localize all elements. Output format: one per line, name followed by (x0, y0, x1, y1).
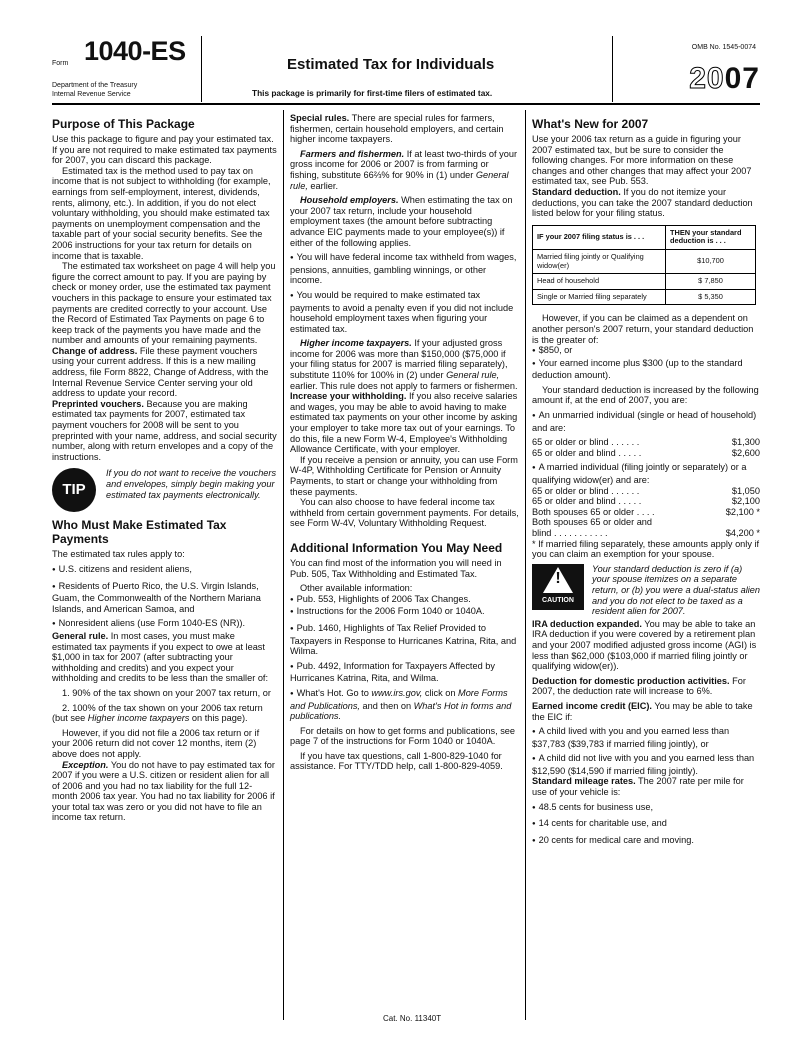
purpose-heading: Purpose of This Package (52, 117, 195, 131)
mileage-label: Standard mileage rates. (532, 776, 636, 787)
form-label: Form (52, 60, 69, 67)
page-title: Estimated Tax for Individuals (287, 56, 495, 73)
increase-label: Increase your withholding. (290, 391, 407, 402)
row-label: Both spouses 65 or older (532, 506, 635, 517)
higher-label: Higher income taxpayers. (300, 338, 412, 349)
page-subtitle: This package is primarily for first-time filers of estimated tax. (252, 88, 493, 98)
increase-text: If you also receive salaries and wages, you may be able to avoid having to make estimated tax payments on your other income by asking your employer to take more tax out of your earnings. To do this, file a new Form W-4, Employee's Withholding Allowance Certificate, with your employer. (290, 391, 518, 455)
addl-p3: For details on how to get forms and publications, see page 7 of the instructions for Form 1040 or 1040A. (290, 725, 516, 747)
additional-heading: Additional Information You May Need (290, 540, 503, 555)
std-label: Standard deduction. (532, 186, 621, 197)
table-cell: Head of household (533, 274, 666, 290)
caution-box (532, 564, 760, 617)
amount-label (532, 496, 641, 507)
table-row (533, 274, 756, 290)
table-header-row (533, 225, 756, 249)
standard-deduction-table (532, 225, 756, 306)
dependent-text: However, if you can be claimed as a dependent on another person's 2007 return, your standard deduction is the greater of: (532, 313, 754, 345)
household-bullet: ● You would be required to make estimated tax payments to avoid a penalty even if you did not include household employment taxes when figuring your estimated tax. (290, 290, 520, 334)
table-header: THEN your standard deduction is . . . (666, 225, 756, 249)
row-label: Both spouses 65 or older and (532, 517, 653, 528)
row-label: 65 or older or blind (532, 437, 609, 448)
leader-dots: . . . . . . (611, 485, 640, 496)
table-cell: Single or Married filing separately (533, 289, 666, 305)
amount-row (532, 448, 760, 459)
whats-hot-bullet (290, 688, 520, 722)
who-bullet: ● Residents of Puerto Rico, the U.S. Virgin Islands, Guam, the Commonwealth of the Northern Mariana Islands, and American Samoa, and (52, 581, 277, 615)
higher-text-end: earlier. This rule does not apply to farmers or fishermen. (290, 380, 518, 391)
table-cell: $10,700 (666, 249, 756, 273)
amount-label (532, 437, 639, 448)
amount-value: $1,300 (731, 437, 760, 448)
eic (532, 701, 760, 722)
row-label: 65 or older and blind (532, 447, 616, 458)
change-address (52, 346, 277, 399)
header-rule (52, 103, 760, 105)
farmers (290, 149, 520, 191)
farmers-label: Farmers and fishermen. (300, 148, 405, 159)
amount-label (532, 507, 655, 518)
general-label: General rule. (52, 630, 109, 641)
table-row (533, 249, 756, 273)
addl-bullet: ● Instructions for the 2006 Form 1040 or 1040A. (290, 606, 520, 619)
addl-p1: You can find most of the information you will need in Pub. 505, Tax Withholding and Estimated Tax. (290, 557, 502, 579)
who-intro: The estimated tax rules apply to: (52, 549, 185, 560)
amount-row (532, 507, 760, 518)
footnote: * If married filing separately, these amounts apply only if you can claim an exemption for your spouse. (532, 538, 760, 560)
exception (52, 760, 277, 824)
higher-income (290, 338, 520, 391)
form-header (52, 36, 760, 102)
eic-bullet: ● A child lived with you and you earned less than $37,783 ($39,783 if married filing jointly), or (532, 726, 760, 749)
whats-hot-link: What's Hot in forms and publications. (290, 700, 512, 722)
caution-text: Your standard deduction is zero if (a) your spouse itemizes on a separate return, or (b) you were a dual-status alien and you do not elect to be taxed as a resident alien for 2007. (592, 563, 761, 617)
preprinted-text: Because you are making estimated tax payments for 2007, estimated tax payment vouchers for 2008 will be sent to you preprinted with your name, address, and social security number, along with return envelopes and a copy of the instructions. (52, 398, 277, 462)
amount-label (532, 517, 652, 528)
special-text: There are special rules for farmers, fishermen, certain household employers, and certain higher income taxpayers. (290, 113, 504, 145)
purpose-p3: The estimated tax worksheet on page 4 will help you figure the correct amount to pay. If you are paying by check or money order, use the estimated tax payment vouchers in this package to ensure your estimated tax payments are credited correctly to your account. Use the Record of Estimated Tax Payments on page 6 to keep track of the payments you have made and the number and amounts of your remaining payments. (52, 261, 276, 346)
household-text: When estimating the tax on your 2007 tax return, include your household employment taxes (the amount before subtracting advance EIC payments made to your employee(s)) if either of the following applies. (290, 195, 513, 248)
catalog-number: Cat. No. 11340T (383, 1014, 442, 1023)
rule-2-text: 2. 100% of the tax shown on your 2006 tax return (but see (52, 702, 263, 724)
standard-deduction (532, 187, 760, 219)
household-bullet: ● You will have federal income tax withheld from wages, pensions, annuities, gambling winnings, or other income. (290, 252, 520, 286)
amount-label (532, 486, 639, 497)
preprinted-label: Preprinted vouchers. (52, 398, 144, 409)
who-bullet: ● Nonresident aliens (use Form 1040-ES (NR)). (52, 618, 277, 631)
irs-link[interactable]: www.irs.gov, (371, 687, 423, 698)
increase-withholding (290, 391, 520, 455)
caution-label: CAUTION (542, 597, 574, 605)
tax-year-outline: 20 (689, 62, 725, 95)
exception-text: You do not have to pay estimated tax for 2007 if you were a U.S. citizen or resident alien for all of 2006 and you had no tax liability for the full 12-month 2006 tax year. You had no tax liability for 2006 if your total tax was zero or you did not have to file an income tax return. (52, 759, 275, 823)
mileage-bullet: ● 14 cents for charitable use, and (532, 818, 760, 831)
farmers-text-end: earlier. (307, 180, 339, 191)
higher-text: If your adjusted gross income for 2006 was more than $150,000 ($75,000 if your filing status for 2007 is married filing separately), substitute 110% for 100% in (2) under (290, 338, 508, 381)
leader-dots: . . . . . . . . . . . (553, 528, 608, 538)
purpose-p2: Estimated tax is the method used to pay tax on income that is not subject to withholding (for example, earnings from self-employment, interest, dividends, rents, alimony, etc.). In addition, if you do not elect voluntary withholding, you should make estimated tax payments on unemployment compensation and the taxable part of your social security benefits. See the 2006 instructions for your tax return for details on income that is taxable. (52, 165, 271, 261)
column-divider (525, 110, 526, 1020)
tip-icon: TIP (52, 468, 96, 512)
domestic-text: For 2007, the deduction rate will increase to 6%. (532, 675, 746, 697)
higher-italic: General rule, (446, 370, 500, 381)
whats-hot-text: and then on (359, 700, 414, 711)
who-bullet: ● U.S. citizens and resident aliens, (52, 564, 277, 577)
increase-text: Your standard deduction is increased by the following amount if, at the end of 2007, you are: (532, 384, 759, 406)
amount-label (532, 528, 608, 539)
domestic-label: Deduction for domestic production activities. (532, 675, 730, 686)
mileage-bullet: ● 20 cents for medical care and moving. (532, 835, 760, 848)
tip-text: If you do not want to receive the vouchers and envelopes, simply begin making your estimated tax payments electronically. (106, 468, 277, 500)
ira-label: IRA deduction expanded. (532, 618, 642, 629)
department-line2: Internal Revenue Service (52, 91, 131, 98)
form-id-box (52, 36, 202, 102)
purpose-p1: Use this package to figure and pay your estimated tax. If you are not required to make estimated tax payments for 2007, you can discard this package. (52, 134, 277, 166)
federal-text: You can also choose to have federal income tax withheld from certain government payments. For details, see Form W-4V, Voluntary Withholding Request. (290, 497, 519, 529)
mileage (532, 776, 760, 797)
table-row (533, 289, 756, 305)
change-text: File these payment vouchers using your current address. If this is a new mailing address, file Form 8822, Change of Address, with the Internal Revenue Service Center serving your old address to update your record. (52, 345, 269, 399)
tax-year-bold: 07 (724, 62, 760, 95)
farmers-italic: General rule, (290, 169, 509, 191)
special-label: Special rules. (290, 113, 350, 123)
household-label: Household employers. (300, 195, 399, 206)
dep-bullet: ● $850, or (532, 345, 760, 358)
general-rule (52, 631, 277, 684)
general-text: In most cases, you must make estimated tax payments if you expect to owe at least $1,000 in tax for 2007 (after subtracting your withholding and credits) and you expect your withholding and credits to be less than the smaller of: (52, 630, 269, 684)
addl-p2: Other available information: (300, 583, 413, 594)
special-rules (290, 113, 520, 145)
exclamation-icon: ! (555, 569, 561, 587)
leader-dots: . . . . . (618, 447, 642, 458)
amount-row (532, 496, 760, 507)
table-cell: $ 5,350 (666, 289, 756, 305)
rule-2-italic: Higher income taxpayers (87, 713, 190, 724)
tip-box (52, 468, 277, 512)
unmarried-bullet: ● An unmarried individual (single or head of household) and are: (532, 410, 760, 433)
table-cell: $ 7,850 (666, 274, 756, 290)
amount-row (532, 517, 760, 528)
who-heading: Who Must Make Estimated Tax Payments (52, 518, 227, 547)
eic-text: You may be able to take the EIC if: (532, 700, 753, 722)
rule-2-text-end: on this page). (189, 713, 248, 724)
pension-text: If you receive a pension or annuity, you can use Form W-4P, Withholding Certificate for Pension or Annuity Payments, to start or change your withholding from these payments. (290, 454, 518, 497)
amount-row (532, 486, 760, 497)
table-header: IF your 2007 filing status is . . . (533, 225, 666, 249)
table-cell: Married filing jointly or Qualifying widow(er) (533, 249, 666, 273)
addl-bullet: ● Pub. 4492, Information for Taxpayers Affected by Hurricanes Katrina, Rita, and Wilma. (290, 661, 520, 684)
row-label: 65 or older or blind (532, 485, 609, 496)
leader-dots: . . . . . (618, 496, 642, 507)
amount-row (532, 528, 760, 539)
row-label: 65 or older and blind (532, 496, 616, 507)
farmers-text: If at least two-thirds of your gross income for 2006 or 2007 is from farming or fishing, substitute 66⅔% for 90% in (1) under (290, 148, 518, 180)
amount-value: $2,100 * (725, 506, 760, 517)
ira-text: You may be able to take an IRA deduction if you were covered by a retirement plan and your 2007 modified adjusted gross income (AGI) is less than $62,000 ($103,000 if married filing jointly or qualifying widow(er)). (532, 618, 757, 672)
new-p1: Use your 2006 tax return as a guide in figuring your 2007 estimated tax, but be sure to consider the following changes. For more information on these changes and other changes that may affect your 2007 estimated tax, see Pub. 553. (532, 134, 752, 187)
amount-value: $1,050 (731, 485, 760, 496)
mileage-bullet: ● 48.5 cents for business use, (532, 802, 760, 815)
form-number: 1040-ES (84, 36, 186, 66)
department (52, 81, 137, 99)
change-label: Change of address. (52, 345, 138, 356)
whats-hot-text: click on (422, 687, 459, 698)
domestic-production (532, 676, 760, 697)
rule-2 (52, 703, 277, 724)
column-3 (532, 113, 760, 847)
std-text: If you do not itemize your deductions, you can take the 2007 standard deduction listed below for your filing status. (532, 186, 753, 219)
eic-label: Earned income credit (EIC). (532, 700, 652, 711)
rule-1: 1. 90% of the tax shown on your 2007 tax return, or (62, 687, 271, 698)
eic-bullet: ● A child did not live with you and you earned less than $12,590 ($14,590 if married filing jointly). (532, 753, 760, 776)
department-line1: Department of the Treasury (52, 82, 138, 89)
whats-hot-text: What's Hot. Go to (296, 687, 372, 698)
amount-value: $4,200 * (725, 528, 760, 538)
mileage-text: The 2007 rate per mile for use of your vehicle is: (532, 776, 744, 798)
column-2 (290, 113, 520, 772)
amount-label (532, 448, 641, 459)
caution-icon (532, 564, 584, 610)
amount-row (532, 437, 760, 448)
leader-dots: . . . . (636, 506, 655, 517)
amount-value: $2,600 (731, 447, 760, 458)
ira-deduction (532, 619, 760, 672)
row-label: blind (532, 528, 552, 538)
household (290, 195, 520, 248)
column-divider (283, 110, 284, 1020)
column-1 (52, 113, 277, 823)
addl-bullet: ● Pub. 553, Highlights of 2006 Tax Changes. (290, 594, 520, 607)
amount-value: $2,100 (731, 496, 760, 507)
addl-bullet: ● Pub. 1460, Highlights of Tax Relief Provided to Taxpayers in Response to Hurricanes Katrina, Rita, and Wilma. (290, 623, 520, 657)
tax-year (689, 62, 760, 96)
however-text: However, if you did not file a 2006 tax return or if your 2006 return did not cover 12 months, item (2) above does not apply. (52, 727, 260, 759)
leader-dots: . . . . . . (611, 437, 640, 448)
preprinted-vouchers (52, 399, 277, 463)
omb-box (612, 36, 760, 102)
omb-number: OMB No. 1545-0074 (691, 44, 756, 51)
more-forms-link: More Forms and Publications, (290, 687, 508, 711)
exception-label: Exception. (62, 759, 109, 770)
dep-bullet: ● Your earned income plus $300 (up to the standard deduction amount). (532, 358, 760, 381)
married-bullet: ● A married individual (filing jointly or separately) or a qualifying widow(er) and are: (532, 462, 760, 485)
addl-p4: If you have tax questions, call 1-800-829-1040 for assistance. For TTY/TDD help, call 1-800-829-4059. (290, 750, 503, 772)
whats-new-heading: What's New for 2007 (532, 117, 649, 131)
